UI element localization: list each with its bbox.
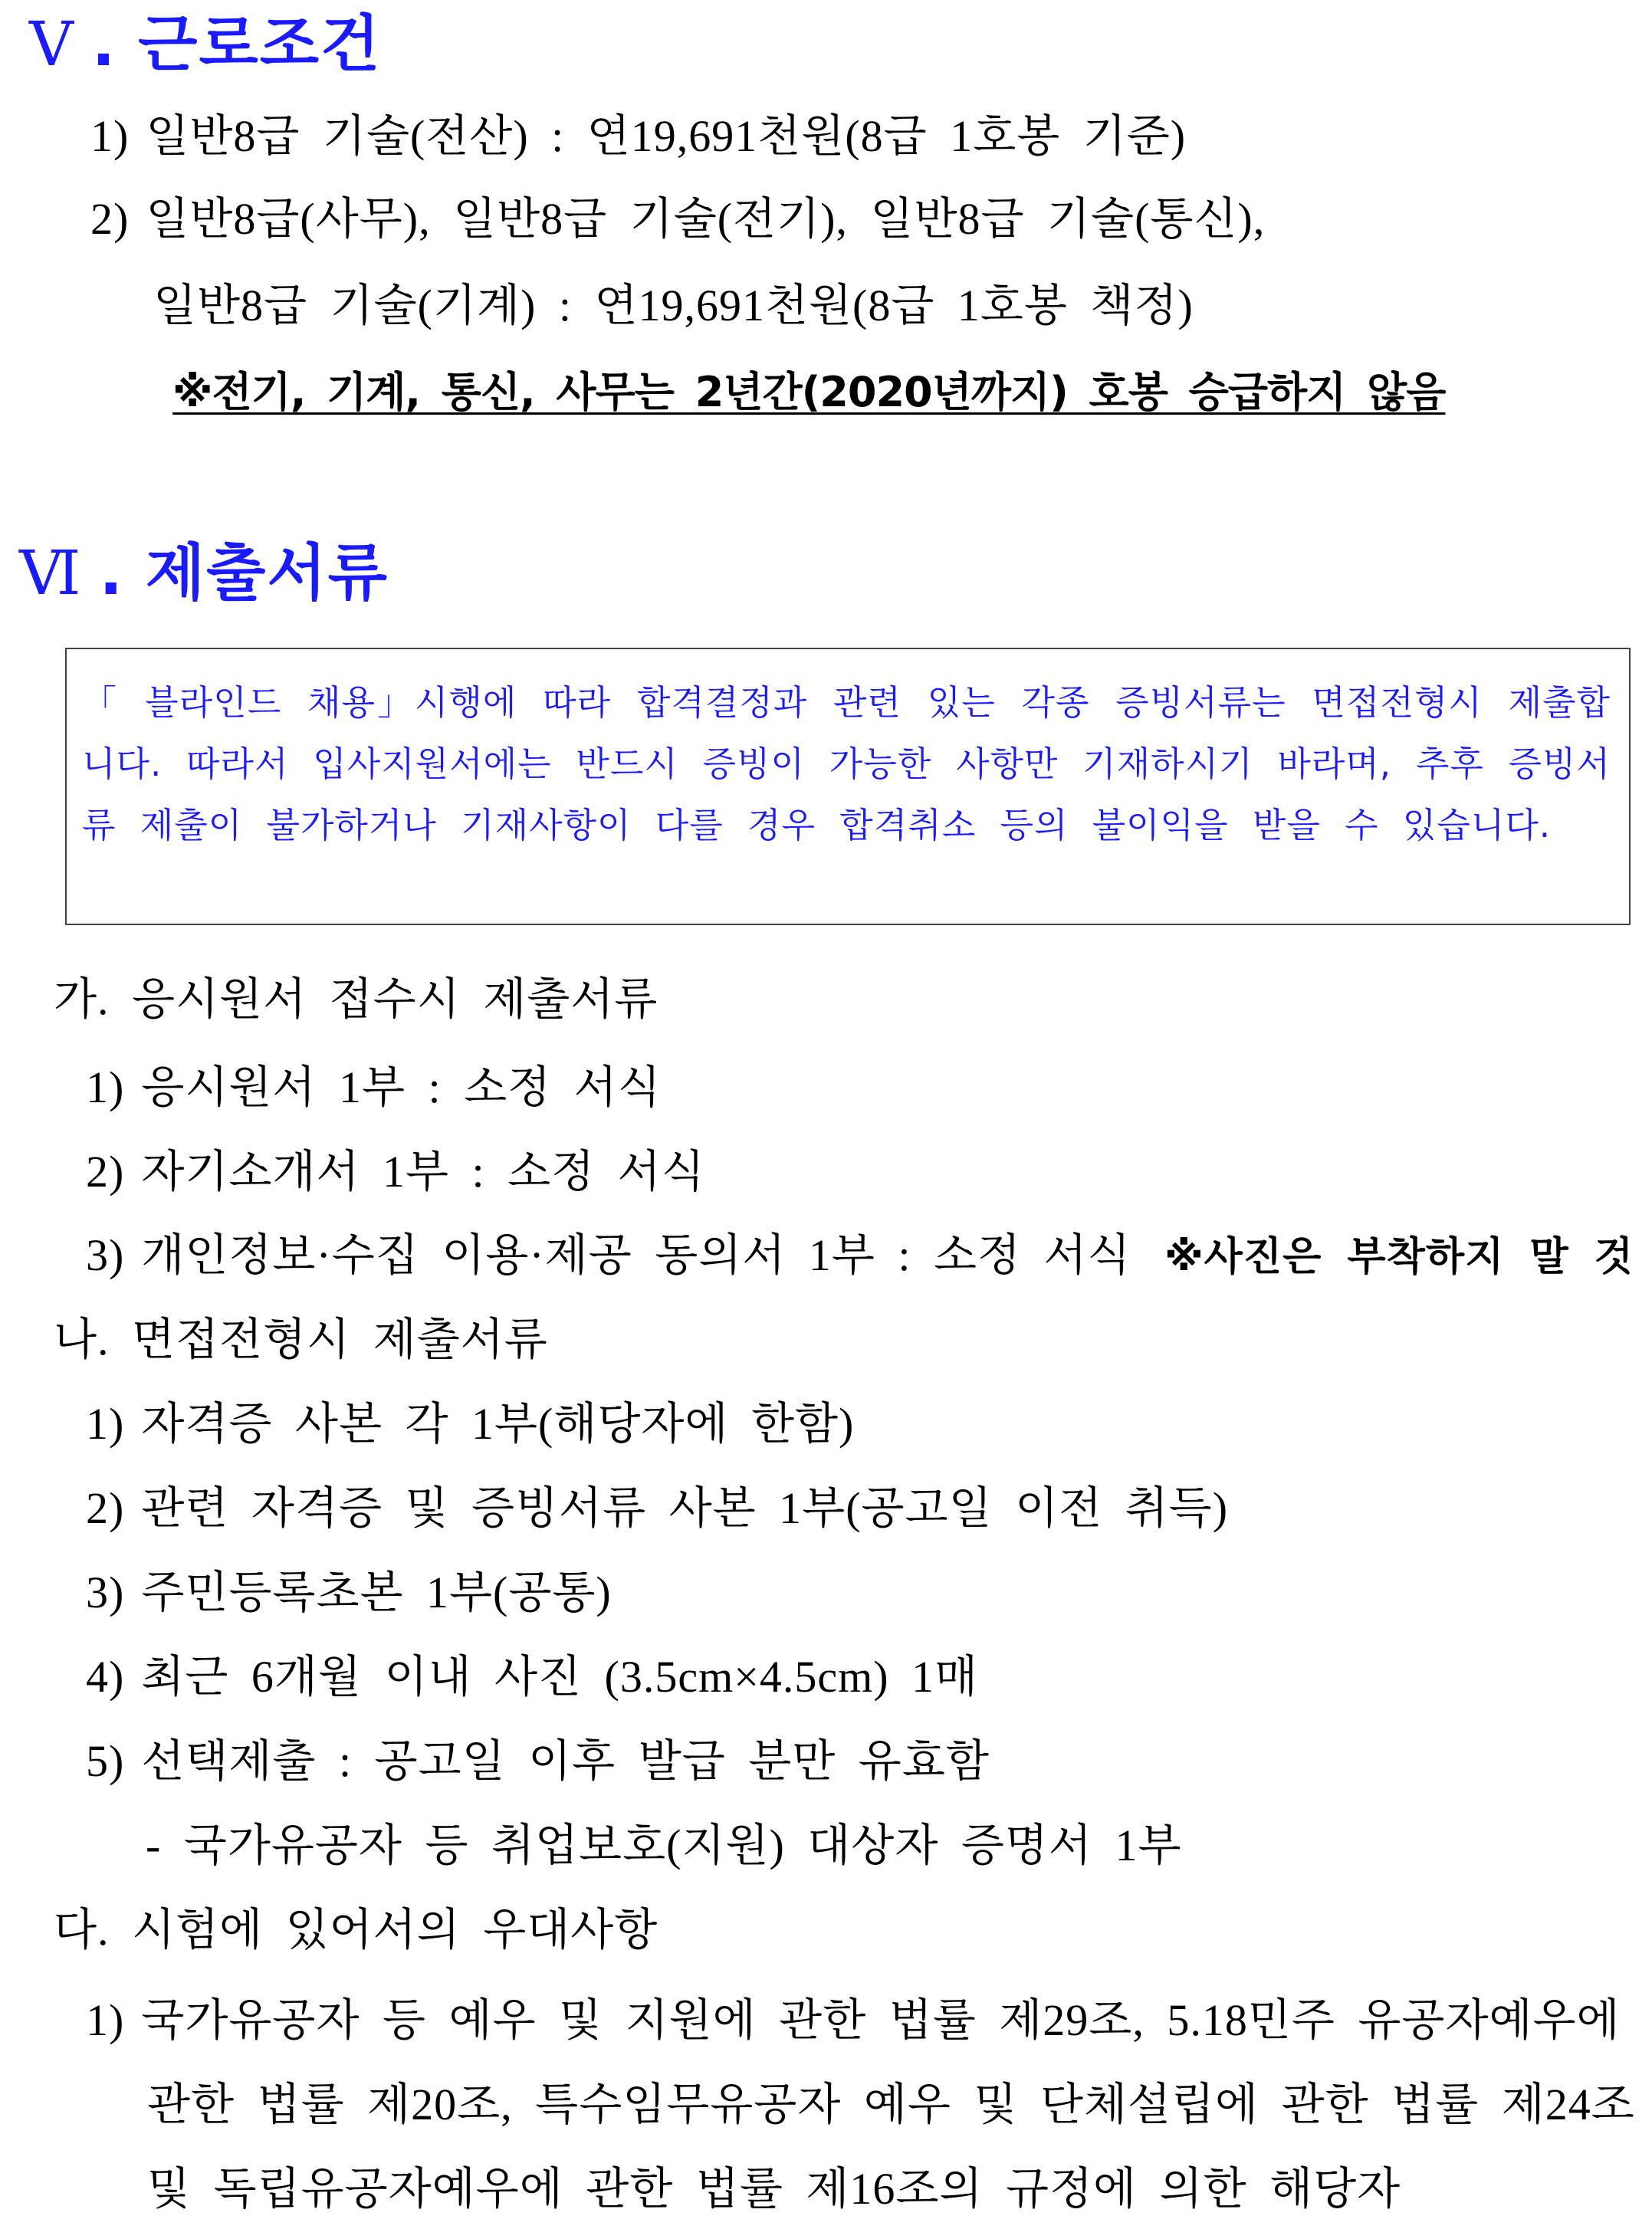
- subsection-b-item-2: 2) 관련 자격증 및 증빙서류 사본 1부(공고일 이전 취득): [86, 1483, 1229, 1533]
- section5-item-1: 1) 일반8급 기술(전산) : 연19,691천원(8급 1호봉 기준): [90, 111, 1187, 161]
- section6-heading: Ⅵ . 제출서류: [19, 537, 389, 609]
- section6-roman: Ⅵ: [19, 537, 83, 609]
- section5-title: 근로조건: [138, 8, 382, 80]
- subsection-b-item-4: 4) 최근 6개월 이내 사진 (3.5cm×4.5cm) 1매: [86, 1652, 979, 1702]
- subsection-c-item-1-line-3: 및 독립유공자예우에 관한 법률 제16조의 규정에 의한 해당자: [147, 2164, 1401, 2214]
- photo-warning: ※사진은 부착하지 말 것: [1164, 1234, 1634, 1280]
- subsection-b-item-1: 1) 자격증 사본 각 1부(해당자에 한함): [86, 1399, 855, 1449]
- blind-hiring-notice-text: 「 블라인드 채용」시행에 따라 합격결정과 관련 있는 각종 증빙서류는 면접전형시 제출합니다. 따라서 입사지원서에는 반드시 증빙이 가능한 사항만 기재하시기 바라며, 추후 증빙서류 제출이 불가하거나 기재사항이 다를 경우 합격취소 등의 불이익을 받을 수 있습니다.: [82, 682, 1611, 845]
- subsection-a-item-3: 3) 개인정보·수집 이용·제공 동의서 1부 : 소정 서식 ※사진은 부착하지 말 것: [86, 1230, 1634, 1280]
- blind-hiring-notice-box: [65, 648, 1631, 925]
- subsection-b-item-5: 5) 선택제출 : 공고일 이후 발급 분만 유효함: [86, 1736, 990, 1786]
- subsection-b-title: 나. 면접전형시 제출서류: [54, 1315, 548, 1364]
- subsection-a-item-1: 1) 응시원서 1부 : 소정 서식: [86, 1062, 662, 1112]
- subsection-b-item-3: 3) 주민등록초본 1부(공통): [86, 1568, 612, 1617]
- section5-heading: Ⅴ . 근로조건: [29, 8, 382, 80]
- section5-item-2-continued: 일반8급 기술(기계) : 연19,691천원(8급 1호봉 책정): [153, 281, 1194, 330]
- subsection-a-title: 가. 응시원서 접수시 제출서류: [54, 974, 659, 1024]
- section5-note: ※전기, 기계, 통신, 사무는 2년간(2020년까지) 호봉 승급하지 않음: [172, 368, 1446, 416]
- subsection-c-item-1-line-2: 관한 법률 제20조, 특수임무유공자 예우 및 단체설립에 관한 법률 제24조: [147, 2080, 1635, 2129]
- subsection-c-title: 다. 시험에 있어서의 우대사항: [54, 1905, 659, 1955]
- section5-roman: Ⅴ: [29, 8, 75, 80]
- subsection-b-subitem: - 국가유공자 등 취업보호(지원) 대상자 증명서 1부: [146, 1820, 1182, 1870]
- section5-item-2: 2) 일반8급(사무), 일반8급 기술(전기), 일반8급 기술(통신),: [90, 194, 1266, 244]
- subsection-a-item-2: 2) 자기소개서 1부 : 소정 서식: [86, 1147, 705, 1197]
- subsection-c-item-1-line-1: 1) 국가유공자 등 예우 및 지원에 관한 법률 제29조, 5.18민주 유공자예우에: [86, 1995, 1621, 2045]
- section6-title: 제출서류: [145, 537, 389, 609]
